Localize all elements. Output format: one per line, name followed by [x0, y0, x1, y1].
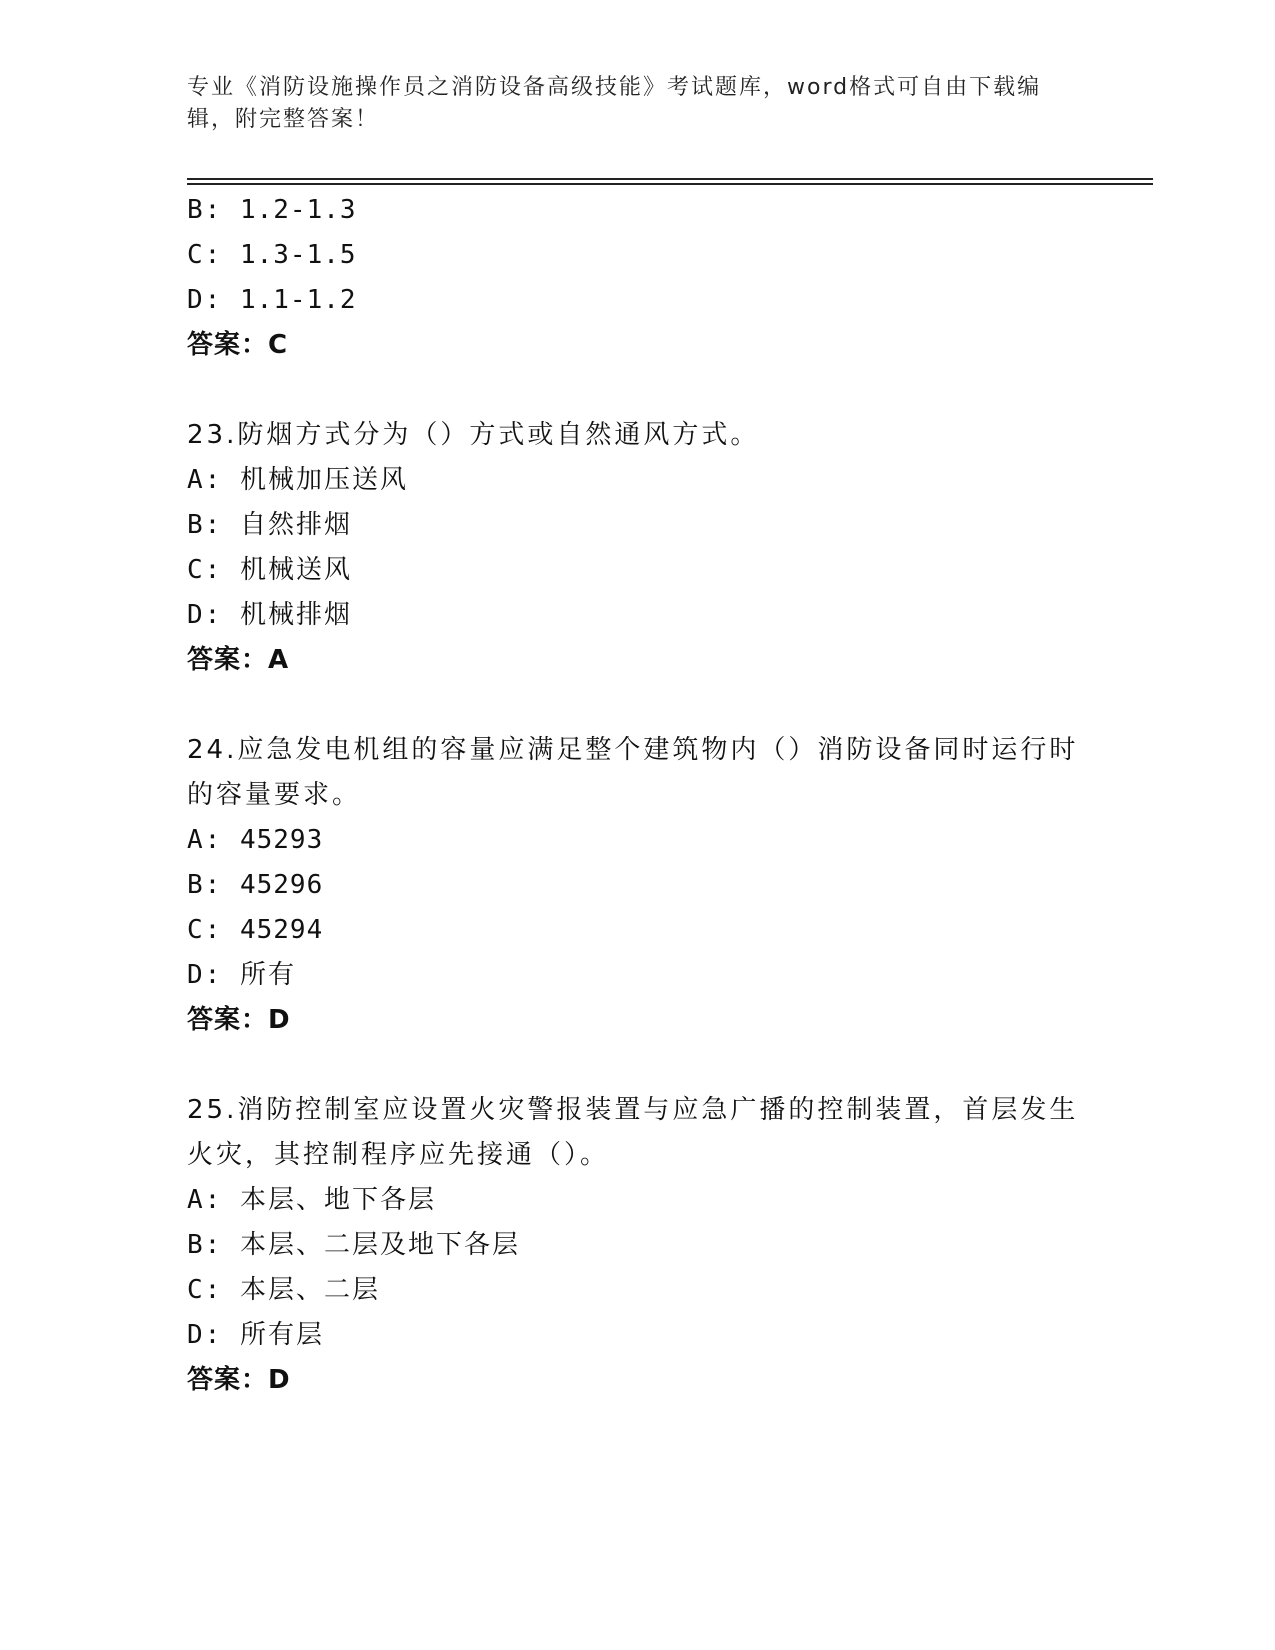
option-text: 机械加压送风 [239, 465, 408, 495]
answer: 答案：A [187, 645, 290, 675]
option-d [187, 598, 352, 632]
option-label: C: [187, 915, 223, 945]
option-label: B: [187, 1230, 223, 1260]
option-label: D: [187, 960, 223, 990]
question-24-stem: 24.应急发电机组的容量应满足整个建筑物内（）消防设备同时运行时 [187, 735, 1079, 765]
answer: 答案：D [187, 1005, 291, 1035]
option-text: 45296 [239, 870, 324, 900]
option-text: 1.1-1.2 [239, 285, 357, 315]
option-text: 本层、二层 [239, 1275, 380, 1305]
option-b [187, 193, 357, 227]
option-text: 45293 [239, 825, 324, 855]
option-label: A: [187, 1185, 223, 1215]
option-label: B: [187, 870, 223, 900]
option-label: B: [187, 195, 223, 225]
option-text: 机械排烟 [239, 600, 352, 630]
question-24-stem-continued: 的容量要求。 [187, 780, 362, 810]
option-c [187, 553, 352, 587]
option-label: D: [187, 1320, 223, 1350]
option-text: 45294 [239, 915, 324, 945]
option-label: D: [187, 285, 223, 315]
option-text: 本层、地下各层 [239, 1185, 436, 1215]
answer: 答案：D [187, 1365, 291, 1395]
header-divider-bottom [187, 183, 1153, 185]
option-c [187, 1273, 380, 1307]
option-a [187, 463, 408, 497]
option-a [187, 1183, 436, 1217]
option-text: 1.2-1.3 [239, 195, 357, 225]
option-label: B: [187, 510, 223, 540]
option-text: 本层、二层及地下各层 [239, 1230, 520, 1260]
option-text: 1.3-1.5 [239, 240, 357, 270]
option-d [187, 1318, 324, 1352]
option-text: 机械送风 [239, 555, 352, 585]
option-label: A: [187, 825, 223, 855]
option-label: C: [187, 555, 223, 585]
option-d [187, 958, 296, 992]
option-b [187, 508, 352, 542]
option-text: 自然排烟 [239, 510, 352, 540]
question-25-stem-continued: 火灾，其控制程序应先接通（）。 [187, 1140, 610, 1170]
option-label: C: [187, 1275, 223, 1305]
option-b [187, 1228, 520, 1262]
option-a [187, 823, 323, 857]
option-b [187, 868, 323, 902]
question-25-stem: 25.消防控制室应设置火灾警报装置与应急广播的控制装置，首层发生 [187, 1095, 1079, 1125]
option-label: D: [187, 600, 223, 630]
option-c [187, 238, 357, 272]
option-c [187, 913, 323, 947]
option-label: A: [187, 465, 223, 495]
option-d [187, 283, 357, 317]
document-header: 专业《消防设施操作员之消防设备高级技能》考试题库，word格式可自由下载编辑，附完整答案！ [187, 75, 1042, 132]
header-divider-top [187, 178, 1153, 180]
option-text: 所有层 [239, 1320, 324, 1350]
answer: 答案：C [187, 330, 289, 360]
question-23-stem: 23.防烟方式分为（）方式或自然通风方式。 [187, 420, 760, 450]
option-text: 所有 [239, 960, 296, 990]
option-label: C: [187, 240, 223, 270]
